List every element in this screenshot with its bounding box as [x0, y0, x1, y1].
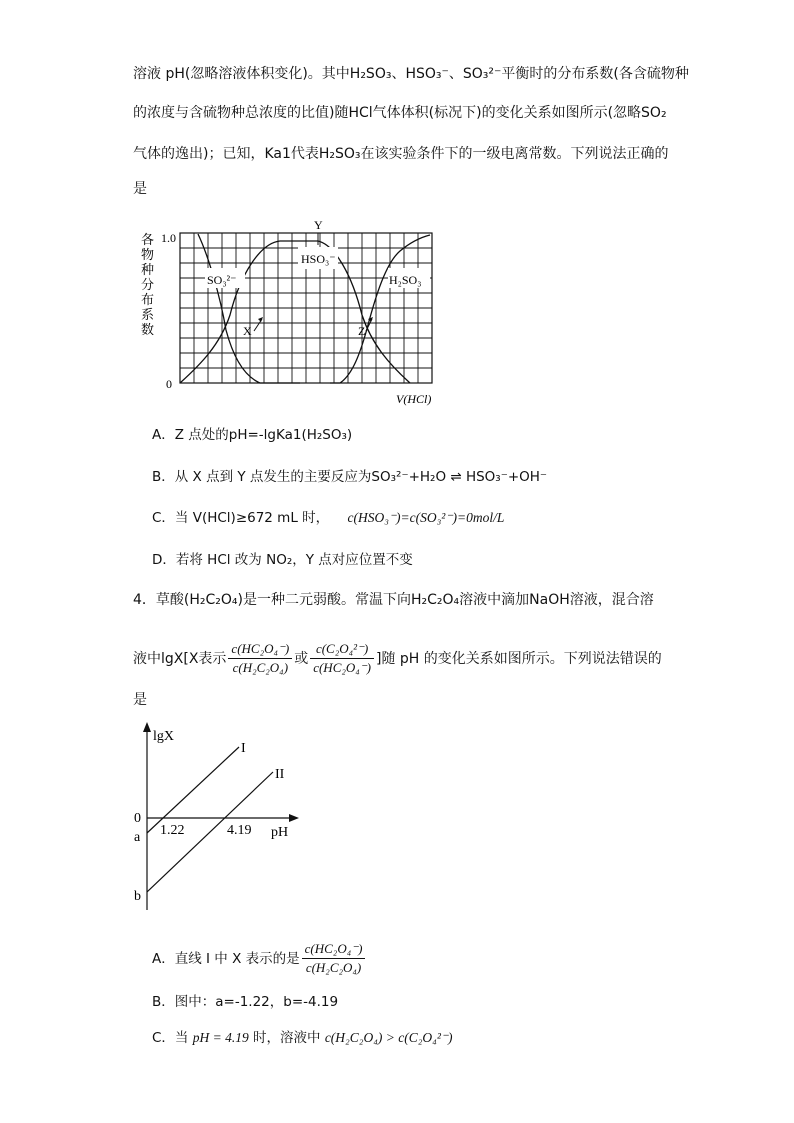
q4-xlabel: pH — [271, 825, 289, 840]
q4-y-axis-arrow — [143, 722, 151, 732]
q4-option-c-start: C．当 — [152, 1030, 189, 1046]
q3-ylabel-char: 数 — [141, 322, 155, 337]
q4-option-c-middle: 时，溶液中 — [253, 1030, 321, 1046]
q3-label-hso3: HSO₃⁻ — [301, 252, 336, 266]
q3-option-c — [152, 508, 504, 528]
q4-stem-or: 或 — [294, 650, 309, 667]
q3-ylabel-char: 布 — [141, 292, 155, 307]
q4-option-b: B．图中：a=-1.22，b=-4.19 — [152, 994, 339, 1010]
q3-option-b: B．从 X 点到 Y 点发生的主要反应为SO₃²⁻+H₂O ⇌ HSO₃⁻+OH⁻ — [152, 469, 548, 485]
q4-option-a — [152, 940, 367, 977]
q3-so3-curve — [198, 234, 300, 383]
q4-option-a-numerator: c(HC₂O₄⁻) — [302, 940, 366, 959]
q3-ylabel — [141, 232, 154, 337]
q3-stem-line-3: 气体的逸出)；已知，Ka1代表H₂SO₃在该实验条件下的一级电离常数。下列说法正确的 — [133, 146, 669, 162]
q4-stem-line-2-start: 液中lgX[X表示 — [133, 650, 227, 667]
q3-option-a: A．Z 点处的pH=-lgKa1(H₂SO₃) — [152, 427, 353, 443]
q4-option-c — [152, 1028, 453, 1048]
q4-lgx-chart — [125, 720, 315, 920]
q4-stem-line-1: 4．草酸(H₂C₂O₄)是一种二元弱酸。常温下向H₂C₂O₄溶液中滴加NaOH溶液，混合溶 — [133, 592, 654, 608]
q3-stem-line-4: 是 — [133, 181, 147, 197]
q4-b-label: b — [134, 889, 141, 904]
q3-option-c-text: C．当 V(HCl)≥672 mL 时， — [152, 510, 330, 526]
q3-ylabel-char: 物 — [141, 247, 155, 262]
q4-ylabel: lgX — [153, 729, 174, 744]
q4-fraction-1-numerator: c(HC₂O₄⁻) — [228, 640, 292, 659]
q4-stem-line-3: 是 — [133, 692, 147, 708]
q4-fraction-1-denominator: c(H₂C₂O₄) — [232, 660, 289, 675]
q3-stem-line-1: 溶液 pH(忽略溶液体积变化)。其中H₂SO₃、HSO₃⁻、SO₃²⁻平衡时的分布系数(各含硫物种 — [133, 66, 689, 82]
q4-line-i-label: I — [241, 741, 246, 756]
q3-label-h2so3: H₂SO₃ — [389, 273, 422, 287]
q4-stem-fraction-2 — [310, 640, 374, 677]
q3-y-top-label: 1.0 — [161, 231, 176, 245]
q4-x-axis-arrow — [289, 814, 299, 822]
q4-fraction-2-denominator: c(HC₂O₄⁻) — [313, 660, 371, 675]
q4-option-a-fraction — [302, 940, 366, 977]
q3-ylabel-char: 各 — [141, 232, 155, 247]
q3-stem-line-2: 的浓度与含硫物种总浓度的比值)随HCl气体体积(标况下)的变化关系如图所示(忽略SO₂ — [133, 105, 667, 121]
q4-option-a-denominator: c(H₂C₂O₄) — [305, 960, 362, 975]
q3-ylabel-char: 分 — [141, 277, 155, 292]
q3-option-d: D．若将 HCl 改为 NO₂，Y 点对应位置不变 — [152, 552, 413, 568]
q3-ylabel-char: 种 — [141, 262, 155, 277]
q3-ylabel-char: 系 — [141, 307, 155, 322]
q3-point-z: Z — [358, 324, 366, 338]
q4-stem-line-2 — [133, 640, 662, 677]
q3-option-c-expression: c(HSO₃⁻)=c(SO₃²⁻)=0mol/L — [347, 510, 505, 525]
q3-distribution-chart — [130, 215, 450, 410]
q4-option-c-expression: c(H₂C₂O₄) > c(C₂O₄²⁻) — [324, 1030, 453, 1045]
q3-xlabel: V(HCl) — [396, 392, 432, 406]
q4-a-label: a — [134, 830, 141, 845]
q4-stem-fraction-1 — [228, 640, 292, 677]
q4-origin-label: 0 — [134, 811, 141, 826]
q4-stem-line-2-end: ]随 pH 的变化关系如图所示。下列说法错误的 — [375, 650, 662, 667]
q3-label-so3: SO₃²⁻ — [207, 273, 237, 287]
q4-x-tick-2: 4.19 — [227, 823, 252, 838]
q3-h2so3-curve — [330, 235, 430, 383]
q4-option-a-text: A．直线 I 中 X 表示的是 — [152, 950, 300, 967]
q3-point-y: Y — [314, 218, 323, 232]
q4-fraction-2-numerator: c(C₂O₄²⁻) — [310, 640, 374, 659]
q3-hso3-curve — [180, 241, 410, 383]
q3-point-x: X — [243, 324, 252, 338]
q4-line-ii-label: II — [275, 767, 285, 782]
q4-option-c-ph: pH = 4.19 — [192, 1030, 249, 1045]
q4-x-tick-1: 1.22 — [160, 823, 185, 838]
q3-y-zero-label: 0 — [166, 377, 172, 391]
q4-line-i — [147, 747, 239, 833]
